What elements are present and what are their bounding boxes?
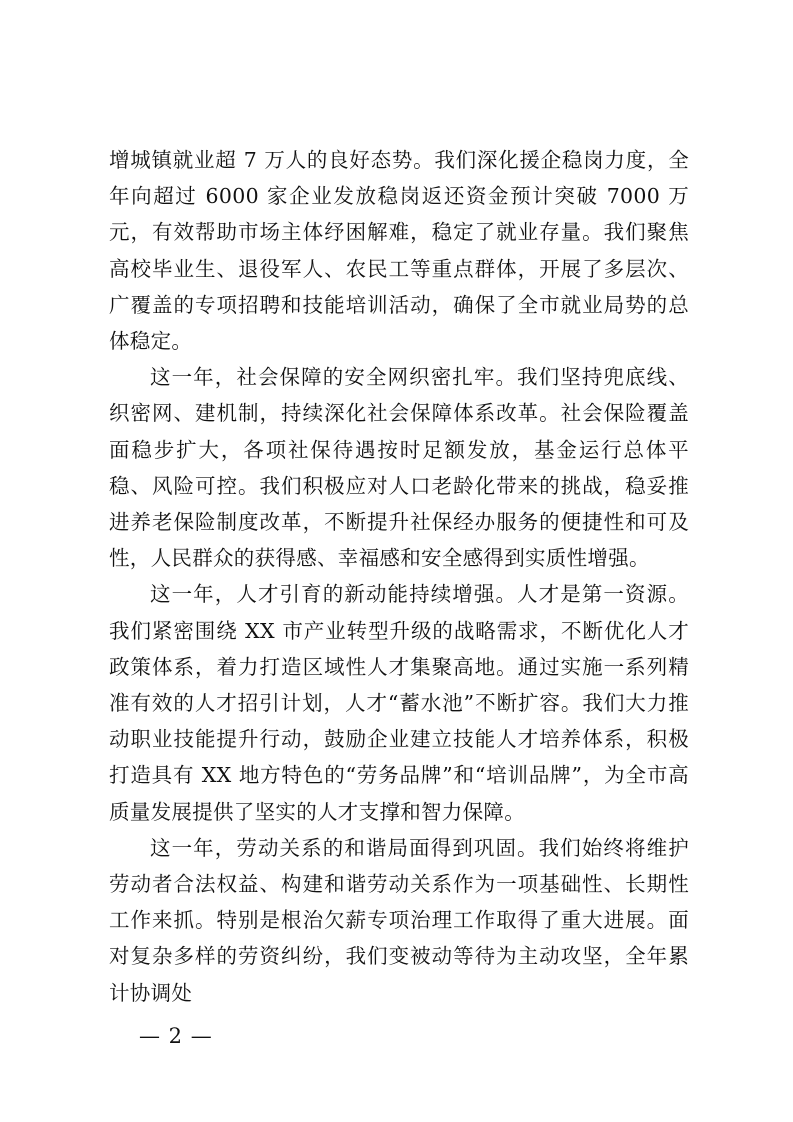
page-number: — 2 — xyxy=(139,1024,213,1048)
document-body xyxy=(109,142,689,1011)
paragraph-social-security: 这一年，社会保障的安全网织密扎牢。我们坚持兜底线、织密网、建机制，持续深化社会保障体系改革。社会保险覆盖面稳步扩大，各项社保待遇按时足额发放，基金运行总体平稳、风险可控。我们积极应对人口老龄化带来的挑战，稳妥推进养老保险制度改革，不断提升社保经办服务的便捷性和可及性，人民群众的获得感、幸福感和安全感得到实质性增强。 xyxy=(109,365,689,571)
paragraph-employment-continued: 增城镇就业超 7 万人的良好态势。我们深化援企稳岗力度，全年向超过 6000 家企业发放稳岗返还资金预计突破 7000 万元，有效帮助市场主体纾困解难，稳定了就业存量。我们聚焦高校毕业生、退役军人、农民工等重点群体，开展了多层次、广覆盖的专项招聘和技能培训活动，确保了全市就业局势的总体稳定。 xyxy=(109,148,689,354)
paragraph-talent: 这一年，人才引育的新动能持续增强。人才是第一资源。我们紧密围绕 XX 市产业转型升级的战略需求，不断优化人才政策体系，着力打造区域性人才集聚高地。通过实施一系列精准有效的人才招引计划，人才“蓄水池”不断扩容。我们大力推动职业技能提升行动，鼓励企业建立技能人才培养体系，积极打造具有 XX 地方特色的“劳务品牌”和“培训品牌”，为全市高质量发展提供了坚实的人才支撑和智力保障。 xyxy=(109,582,689,824)
paragraph-labor-relations: 这一年，劳动关系的和谐局面得到巩固。我们始终将维护劳动者合法权益、构建和谐劳动关系作为一项基础性、长期性工作来抓。特别是根治欠薪专项治理工作取得了重大进展。面对复杂多样的劳资纠纷，我们变被动等待为主动攻坚，全年累计协调处 xyxy=(109,835,689,1005)
